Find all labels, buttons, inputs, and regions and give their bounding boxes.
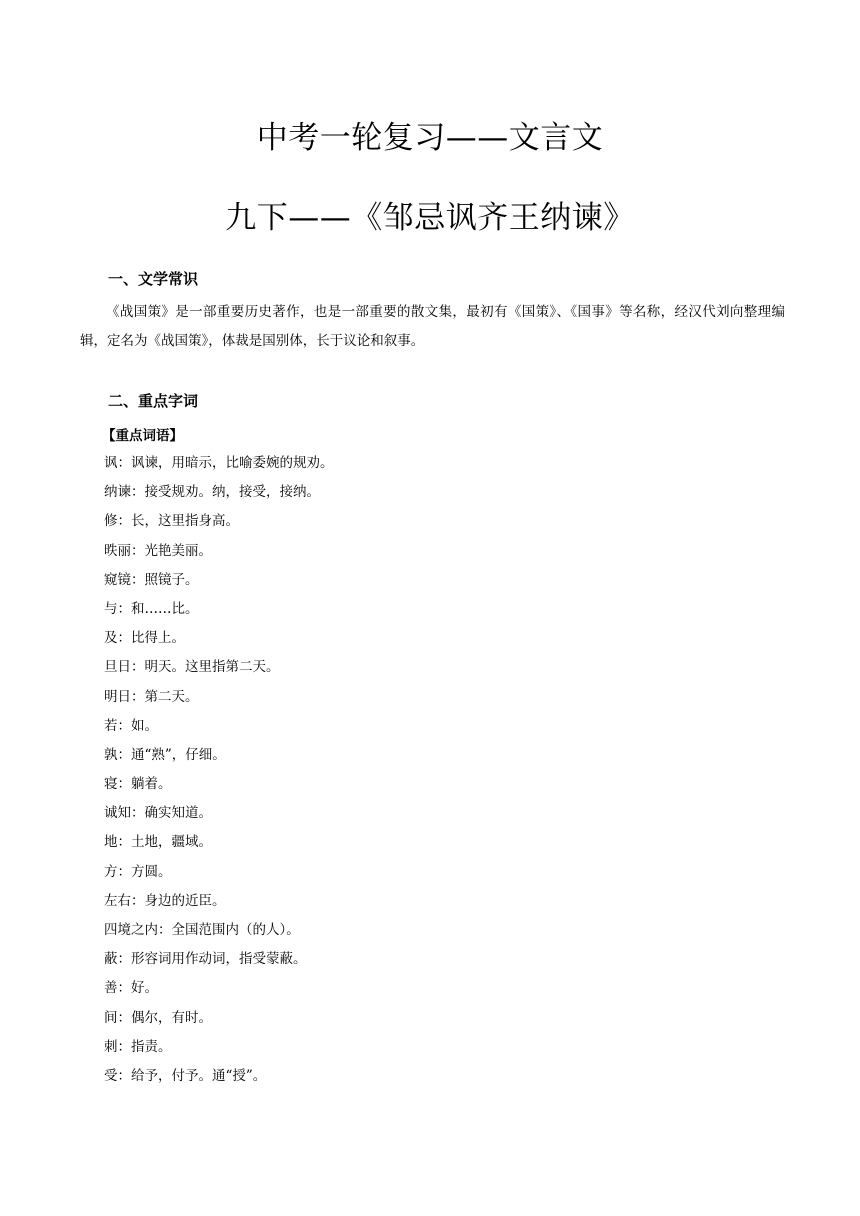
list-item: 四境之内：全国范围内（的人）。 <box>104 922 300 938</box>
list-item: 窥镜：照镜子。 <box>104 571 199 588</box>
list-item: 昳丽：光艳美丽。 <box>104 542 212 559</box>
list-item: 寝：躺着。 <box>104 776 172 793</box>
list-item: 若：如。 <box>104 717 158 734</box>
list-item: 方：方圆。 <box>104 863 172 880</box>
list-item: 间：偶尔，有时。 <box>104 1009 212 1026</box>
list-item: 蔽：形容词用作动词，指受蒙蔽。 <box>104 951 307 968</box>
list-item: 与：和……比。 <box>104 600 199 617</box>
key-terms-list <box>104 451 334 1093</box>
document-title: 中考一轮复习——文言文 <box>256 120 604 156</box>
document-subtitle: 九下——《邹忌讽齐王纳谏》 <box>225 200 635 236</box>
section-heading-literary-knowledge: 一、文学常识 <box>108 270 199 288</box>
list-item: 修：长，这里指身高。 <box>104 513 239 530</box>
list-item: 善：好。 <box>104 980 158 997</box>
section-heading-key-words: 二、重点字词 <box>108 392 199 410</box>
list-item: 刺：指责。 <box>104 1038 172 1055</box>
list-item: 纳谏：接受规劝。纳，接受，接纳。 <box>104 484 320 501</box>
list-item: 地：土地，疆域。 <box>104 834 212 851</box>
list-item: 讽：讽谏，用暗示，比喻委婉的规劝。 <box>104 455 334 471</box>
list-item: 左右：身边的近臣。 <box>104 892 226 909</box>
literary-knowledge-paragraph: 《战国策》是一部重要历史著作，也是一部重要的散文集，最初有《国策》、《国事》等名称，经汉代刘向整理编辑，定名为《战国策》，体裁是国别体，长于议论和叙事。 <box>80 304 785 349</box>
list-item: 及：比得上。 <box>104 630 185 647</box>
list-item: 明日：第二天。 <box>104 688 199 705</box>
list-item: 旦日：明天。这里指第二天。 <box>104 659 280 676</box>
list-item: 受：给予，付予。通“授”。 <box>104 1067 267 1084</box>
list-item: 诚知：确实知道。 <box>104 805 212 822</box>
list-item: 孰：通“熟”，仔细。 <box>104 746 226 763</box>
key-terms-subheading: 【重点词语】 <box>102 428 183 444</box>
